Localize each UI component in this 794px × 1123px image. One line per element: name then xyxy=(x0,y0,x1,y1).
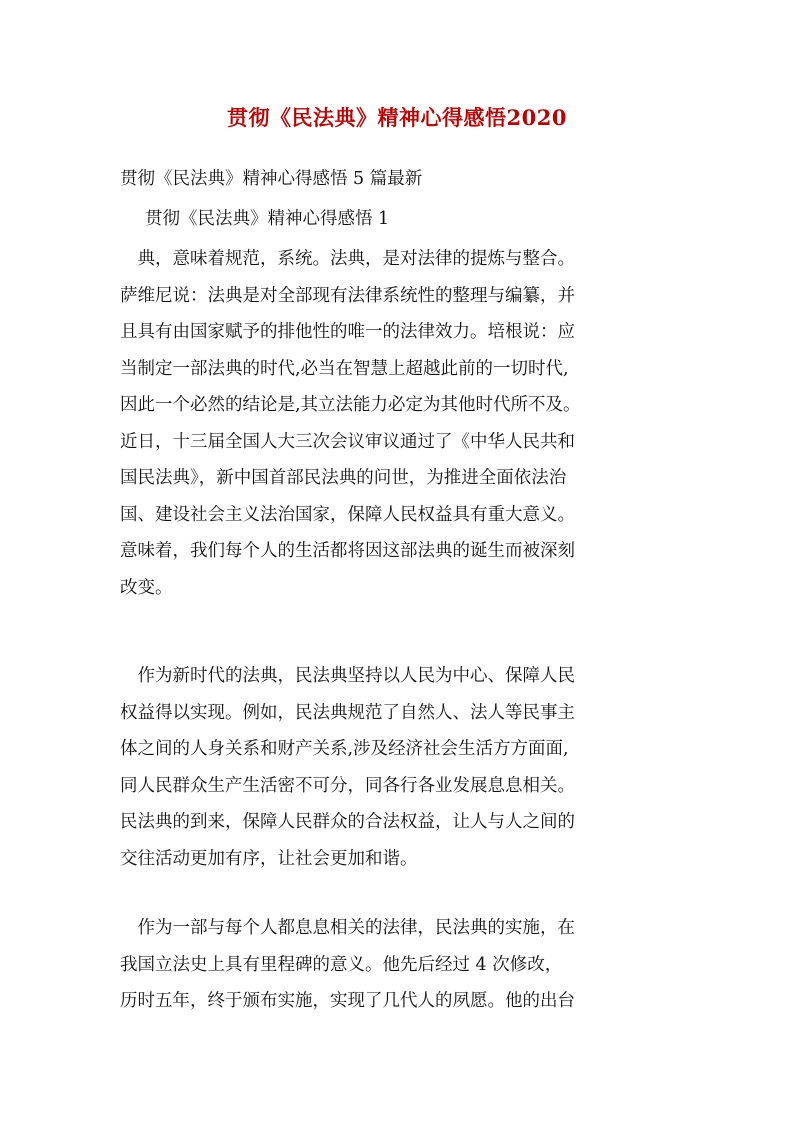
document-title: 贯彻《民法典》精神心得感悟2020 xyxy=(227,105,567,130)
text-line: 萨维尼说：法典是对全部现有法律系统性的整理与编纂，并 xyxy=(120,285,575,306)
text-line: 国民法典》，新中国首部民法典的问世，为推进全面依法治 xyxy=(120,468,567,488)
text-line: 作为新时代的法典，民法典坚持以人民为中心、保障人民 xyxy=(120,666,575,686)
text-line: 国、建设社会主义法治国家，保障人民权益具有重大意义。 xyxy=(120,504,575,525)
text-line: 体之间的人身关系和财产关系,涉及经济社会生活方方面面, xyxy=(120,739,569,759)
text-line: 典，意味着规范，系统。法典，是对法律的提炼与整合。 xyxy=(120,249,575,269)
text-line: 因此一个必然的结论是,其立法能力必定为其他时代所不及。 xyxy=(120,395,581,415)
text-line: 交往活动更加有序，让社会更加和谐。 xyxy=(120,848,418,869)
text-line: 意味着，我们每个人的生活都将因这部法典的诞生而被深刻 xyxy=(120,541,575,561)
document-subtitle: 贯彻《民法典》精神心得感悟 5 篇最新 xyxy=(120,169,423,189)
text-line: 作为一部与每个人都息息相关的法律，民法典的实施，在 xyxy=(120,918,575,938)
text-line: 我国立法史上具有里程碑的意义。他先后经过 4 次修改， xyxy=(120,954,563,975)
text-line: 当制定一部法典的时代,必当在智慧上超越此前的一切时代, xyxy=(120,358,569,379)
paragraph-2 xyxy=(120,658,680,877)
text-line: 民法典的到来，保障人民群众的合法权益，让人与人之间的 xyxy=(120,812,575,832)
text-line: 权益得以实现。例如，民法典规范了自然人、法人等民事主 xyxy=(120,702,575,723)
paragraph-3 xyxy=(120,910,680,1020)
text-line: 且具有由国家赋予的排他性的唯一的法律效力。培根说：应 xyxy=(120,322,575,342)
text-line: 近日，十三届全国人大三次会议审议通过了《中华人民共和 xyxy=(120,431,575,452)
text-line: 改变。 xyxy=(120,577,173,598)
paragraph-1 xyxy=(120,241,680,606)
section-heading: 贯彻《民法典》精神心得感悟 1 xyxy=(145,209,390,229)
text-line: 同人民群众生产生活密不可分，同各行各业发展息息相关。 xyxy=(120,775,575,796)
text-line: 历时五年，终于颁布实施，实现了几代人的夙愿。他的出台 xyxy=(120,991,575,1011)
